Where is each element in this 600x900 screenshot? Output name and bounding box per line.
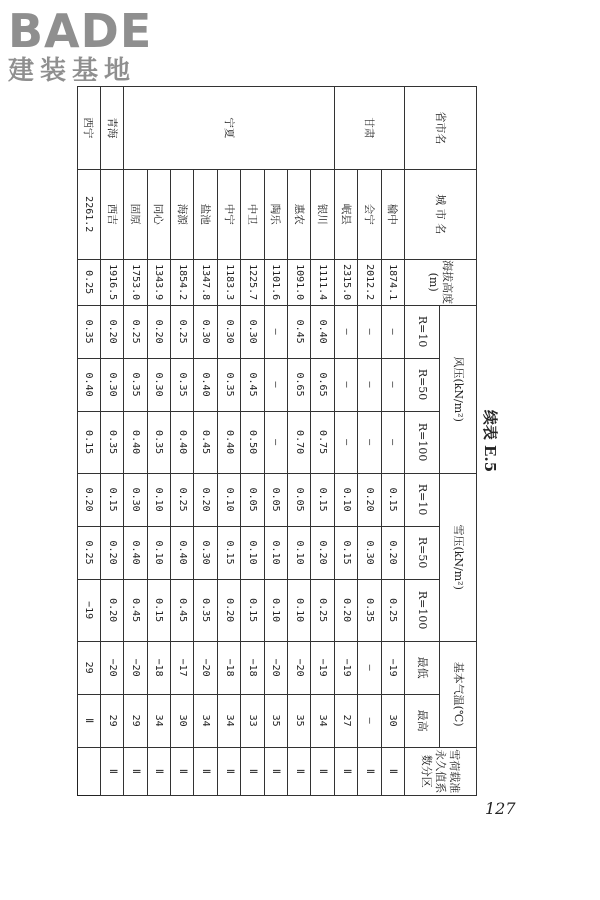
header-province: 省市名 [405, 87, 477, 170]
cell-alt: 1347.8 [194, 259, 217, 305]
cell-w100: 0.70 [288, 411, 311, 473]
table-row [77, 87, 100, 796]
cell-s10: 0.05 [264, 473, 287, 526]
cell-w100: 0.40 [171, 411, 194, 473]
cell-alt: 1101.6 [264, 259, 287, 305]
cell-tmin: −18 [217, 641, 240, 694]
header-temp-max: 最高 [405, 694, 440, 747]
cell-w50: — [381, 358, 404, 411]
cell-s10: 0.25 [171, 473, 194, 526]
cell-tmax: 34 [194, 694, 217, 747]
cell-s50: 0.10 [264, 526, 287, 579]
cell-s100: 0.15 [241, 579, 264, 641]
cell-w50: 0.30 [147, 358, 170, 411]
cell-tmin: −19 [77, 579, 100, 641]
cell-s50: 0.20 [381, 526, 404, 579]
cell-w50: 0.40 [194, 358, 217, 411]
cell-zone: Ⅱ [217, 747, 240, 795]
table-row [241, 87, 264, 796]
cell-tmin: −18 [147, 641, 170, 694]
header-snow-r10: R=10 [405, 473, 440, 526]
cell-s100: 0.20 [217, 579, 240, 641]
cell-s50: 0.20 [311, 526, 334, 579]
cell-zone: Ⅱ [334, 747, 357, 795]
cell-s100: 0.25 [311, 579, 334, 641]
cell-w10: 0.20 [100, 305, 123, 358]
cell-s50: 0.40 [124, 526, 147, 579]
cell-s10: 0.20 [358, 473, 381, 526]
cell-city: 会宁 [358, 169, 381, 259]
cell-city: 西宁 [77, 87, 100, 170]
cell-s10: 0.15 [77, 411, 100, 473]
table-row [147, 87, 170, 796]
cell-alt: 1854.2 [171, 259, 194, 305]
cell-city: 西吉 [100, 169, 123, 259]
cell-zone: Ⅱ [147, 747, 170, 795]
cell-s50: 0.30 [358, 526, 381, 579]
cell-s50: 0.15 [334, 526, 357, 579]
table-title: 续表 E.5 [481, 409, 499, 473]
cell-w100: 0.50 [241, 411, 264, 473]
cell-city: 中宁 [217, 169, 240, 259]
cell-w50: — [358, 358, 381, 411]
cell-s50: 0.10 [241, 526, 264, 579]
cell-s10: 0.10 [334, 473, 357, 526]
table-row [124, 87, 147, 796]
header-snow: 雪压(kN/m²) [440, 473, 477, 641]
cell-zone: Ⅱ [77, 694, 100, 747]
cell-w10: 0.20 [147, 305, 170, 358]
header-temp-min: 最低 [405, 641, 440, 694]
cell-w10: — [381, 305, 404, 358]
cell-s100: 0.45 [124, 579, 147, 641]
cell-zone: Ⅱ [171, 747, 194, 795]
cell-s50: 0.30 [194, 526, 217, 579]
cell-alt: 1916.5 [100, 259, 123, 305]
cell-tmax: 34 [147, 694, 170, 747]
cell-w100: 0.40 [124, 411, 147, 473]
cell-s10: 0.15 [381, 473, 404, 526]
cell-alt: 1753.0 [124, 259, 147, 305]
table-row [381, 87, 404, 796]
brand-logo [8, 6, 178, 86]
cell-w10: 0.25 [77, 259, 100, 305]
cell-tmax: 27 [334, 694, 357, 747]
cell-w10: 0.45 [288, 305, 311, 358]
cell-city: 固原 [124, 169, 147, 259]
cell-s100: 0.20 [100, 579, 123, 641]
cell-w50: 0.35 [124, 358, 147, 411]
cell-w50: — [334, 358, 357, 411]
cell-tmax: 30 [381, 694, 404, 747]
table-body [77, 87, 404, 796]
cell-s50: 0.10 [147, 526, 170, 579]
climate-data-table [77, 86, 477, 796]
cell-w10: 0.30 [194, 305, 217, 358]
cell-w10: — [264, 305, 287, 358]
table-row [334, 87, 357, 796]
cell-tmax: — [358, 694, 381, 747]
cell-zone: Ⅱ [311, 747, 334, 795]
cell-s10: 0.30 [124, 473, 147, 526]
header-altitude: 海拔高度(m) [405, 259, 477, 305]
cell-tmax: 35 [264, 694, 287, 747]
table-row [311, 87, 334, 796]
cell-s50: 0.10 [288, 526, 311, 579]
cell-tmax: 33 [241, 694, 264, 747]
cell-w10: 0.30 [217, 305, 240, 358]
cell-tmin: −20 [124, 641, 147, 694]
cell-w10: 0.25 [171, 305, 194, 358]
cell-w50: 0.35 [77, 305, 100, 358]
cell-city: 陶乐 [264, 169, 287, 259]
header-wind-r100: R=100 [405, 411, 440, 473]
cell-w10: 0.30 [241, 305, 264, 358]
cell-s10: 0.05 [241, 473, 264, 526]
table-row [358, 87, 381, 796]
cell-w50: 0.35 [171, 358, 194, 411]
cell-w50: 0.35 [217, 358, 240, 411]
province-cell: 宁夏 [124, 87, 335, 170]
cell-w100: — [334, 411, 357, 473]
cell-s50: 0.20 [100, 526, 123, 579]
cell-tmax: 35 [288, 694, 311, 747]
cell-alt: 2012.2 [358, 259, 381, 305]
cell-zone: Ⅱ [264, 747, 287, 795]
cell-s100: 0.25 [381, 579, 404, 641]
cell-w10: — [334, 305, 357, 358]
header-temp: 基本气温(℃) [440, 641, 477, 747]
cell-zone: Ⅱ [124, 747, 147, 795]
cell-tmin: −20 [264, 641, 287, 694]
cell-s100: 0.25 [77, 526, 100, 579]
cell-s10: 0.10 [147, 473, 170, 526]
table-row [264, 87, 287, 796]
cell-city: 榆中 [381, 169, 404, 259]
cell-city: 盐池 [194, 169, 217, 259]
table-row [171, 87, 194, 796]
cell-alt: 1225.7 [241, 259, 264, 305]
cell-w50: 0.65 [288, 358, 311, 411]
cell-s10: 0.20 [194, 473, 217, 526]
cell-tmin: — [358, 641, 381, 694]
header-wind: 风压(kN/m²) [440, 305, 477, 473]
cell-w100: 0.40 [217, 411, 240, 473]
rotated-table-page [82, 86, 505, 796]
cell-city: 惠农 [288, 169, 311, 259]
header-wind-r50: R=50 [405, 358, 440, 411]
cell-w100: — [381, 411, 404, 473]
cell-zone: Ⅱ [381, 747, 404, 795]
cell-w50: — [264, 358, 287, 411]
cell-tmin: −19 [381, 641, 404, 694]
cell-s100: 0.10 [264, 579, 287, 641]
logo-subtitle: 建装基地 [8, 56, 137, 86]
cell-alt: 1874.1 [381, 259, 404, 305]
cell-zone: Ⅱ [241, 747, 264, 795]
table-row [100, 87, 123, 796]
cell-tmax: 34 [311, 694, 334, 747]
table-row [288, 87, 311, 796]
cell-city: 银川 [311, 169, 334, 259]
cell-s100: 0.45 [171, 579, 194, 641]
cell-zone: Ⅱ [194, 747, 217, 795]
cell-w100: 0.35 [100, 411, 123, 473]
province-cell: 甘肃 [334, 87, 404, 170]
cell-s10: 0.15 [311, 473, 334, 526]
cell-zone: Ⅱ [358, 747, 381, 795]
cell-w10: 0.25 [124, 305, 147, 358]
header-snow-r100: R=100 [405, 579, 440, 641]
cell-zone: Ⅱ [100, 747, 123, 795]
cell-s10: 0.15 [100, 473, 123, 526]
cell-tmin: −19 [311, 641, 334, 694]
cell-w100: 0.75 [311, 411, 334, 473]
province-cell: 青海 [100, 87, 123, 170]
cell-tmin: −18 [241, 641, 264, 694]
cell-w50: 0.45 [241, 358, 264, 411]
cell-s50: 0.20 [77, 473, 100, 526]
cell-tmin: −17 [171, 641, 194, 694]
cell-alt: 2261.2 [77, 169, 100, 259]
cell-w50: 0.65 [311, 358, 334, 411]
cell-s100: 0.35 [358, 579, 381, 641]
cell-s10: 0.05 [288, 473, 311, 526]
cell-tmin: −20 [194, 641, 217, 694]
cell-s100: 0.10 [288, 579, 311, 641]
cell-tmax: 34 [217, 694, 240, 747]
cell-s10: 0.10 [217, 473, 240, 526]
cell-w100: 0.45 [194, 411, 217, 473]
cell-city: 海源 [171, 169, 194, 259]
header-snow-r50: R=50 [405, 526, 440, 579]
cell-s100: 0.20 [334, 579, 357, 641]
cell-s100: 0.35 [194, 579, 217, 641]
cell-tmin: −20 [100, 641, 123, 694]
cell-tmax: 29 [77, 641, 100, 694]
cell-alt: 1183.3 [217, 259, 240, 305]
cell-alt: 2315.0 [334, 259, 357, 305]
cell-w100: — [264, 411, 287, 473]
cell-alt: 1111.4 [311, 259, 334, 305]
cell-s100: 0.15 [147, 579, 170, 641]
cell-alt: 1343.9 [147, 259, 170, 305]
cell-city: 同心 [147, 169, 170, 259]
cell-tmin: −20 [288, 641, 311, 694]
cell-city: 岷县 [334, 169, 357, 259]
cell-tmin: −19 [334, 641, 357, 694]
cell-s50: 0.15 [217, 526, 240, 579]
cell-tmax: 30 [171, 694, 194, 747]
header-zone: 雪荷载准永久值系数分区 [405, 747, 477, 795]
cell-w100: — [358, 411, 381, 473]
cell-w10: — [358, 305, 381, 358]
table-row [194, 87, 217, 796]
cell-w10: 0.40 [311, 305, 334, 358]
cell-w100: 0.35 [147, 411, 170, 473]
header-wind-r10: R=10 [405, 305, 440, 358]
logo-word: BADE [8, 4, 153, 58]
cell-w100: 0.40 [77, 358, 100, 411]
cell-tmax: 29 [100, 694, 123, 747]
cell-zone: Ⅱ [288, 747, 311, 795]
page-number: 127 [485, 799, 516, 818]
table-row [217, 87, 240, 796]
cell-w50: 0.30 [100, 358, 123, 411]
cell-city: 中卫 [241, 169, 264, 259]
cell-alt: 1091.0 [288, 259, 311, 305]
header-city: 城 市 名 [405, 169, 477, 259]
cell-tmax: 29 [124, 694, 147, 747]
cell-s50: 0.40 [171, 526, 194, 579]
